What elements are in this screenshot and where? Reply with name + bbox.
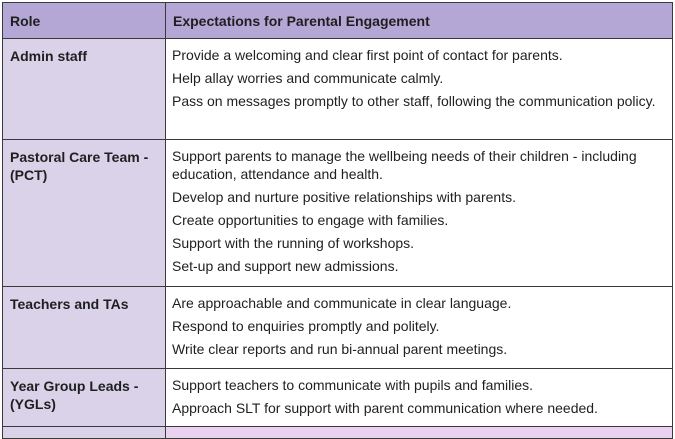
expectations-cell: [166, 39, 673, 140]
expectation-item: Support with the running of workshops.: [172, 235, 415, 251]
table-row: [3, 39, 673, 140]
role-cell: Year Group Leads - (YGLs): [3, 369, 166, 427]
engagement-table-container: [2, 2, 672, 439]
table-row: [3, 287, 673, 369]
expectation-item: Help allay worries and communicate calmly.: [172, 70, 444, 86]
expectation-item: Are approachable and communicate in clear language.: [172, 295, 512, 311]
expectation-item: Support parents to manage the wellbeing needs of their children - including education, attendance and health.: [172, 148, 637, 182]
expectation-item: Support teachers to communicate with pupils and families.: [172, 377, 534, 393]
expectations-cell: [166, 369, 673, 427]
expectations-cell: [166, 287, 673, 369]
table-row: [3, 369, 673, 427]
parental-engagement-table: [2, 2, 673, 439]
role-cell: Teachers and TAs: [3, 287, 166, 369]
expectation-item: Pass on messages promptly to other staff, following the communication policy.: [172, 93, 656, 109]
role-cell: Pastoral Care Team - (PCT): [3, 140, 166, 287]
expectation-item: Approach SLT for support with parent communication where needed.: [172, 400, 598, 416]
expectation-item: Create opportunities to engage with families.: [172, 212, 449, 228]
table-row-partial: [3, 427, 673, 439]
header-row: [3, 3, 673, 39]
expectation-item: Set-up and support new admissions.: [172, 258, 399, 274]
expectation-item: Respond to enquiries promptly and politely.: [172, 318, 440, 334]
expectation-item: Develop and nurture positive relationships with parents.: [172, 189, 516, 205]
expectations-cell-empty: [166, 427, 673, 439]
header-expectations: Expectations for Parental Engagement: [166, 3, 673, 39]
expectations-cell: [166, 140, 673, 287]
role-cell: Admin staff: [3, 39, 166, 140]
header-role: Role: [3, 3, 166, 39]
role-cell-empty: [3, 427, 166, 439]
table-row: [3, 140, 673, 287]
expectation-item: Write clear reports and run bi-annual parent meetings.: [172, 341, 508, 357]
expectation-item: Provide a welcoming and clear first point of contact for parents.: [172, 47, 563, 63]
